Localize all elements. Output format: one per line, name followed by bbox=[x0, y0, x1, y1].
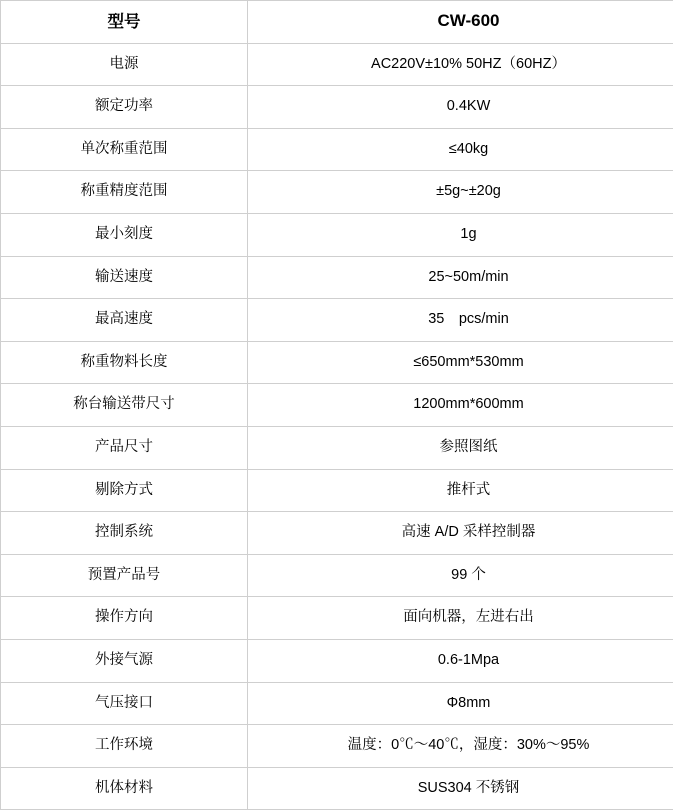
row-value: 0.4KW bbox=[248, 86, 673, 129]
row-value: 35 pcs/min bbox=[248, 299, 673, 342]
table-row bbox=[1, 341, 673, 384]
table-header-label: 型号 bbox=[1, 1, 248, 44]
table-row bbox=[1, 213, 673, 256]
table-row bbox=[1, 256, 673, 299]
row-label: 称台输送带尺寸 bbox=[1, 384, 248, 427]
row-value: Φ8mm bbox=[248, 682, 673, 725]
row-value: ±5g~±20g bbox=[248, 171, 673, 214]
row-value: 1g bbox=[248, 213, 673, 256]
table-row bbox=[1, 43, 673, 86]
row-label: 预置产品号 bbox=[1, 554, 248, 597]
table-row bbox=[1, 426, 673, 469]
row-value: 面向机器，左进右出 bbox=[248, 597, 673, 640]
table-row bbox=[1, 597, 673, 640]
row-value: 推杆式 bbox=[248, 469, 673, 512]
row-label: 工作环境 bbox=[1, 725, 248, 768]
row-value: 99 个 bbox=[248, 554, 673, 597]
table-header-row bbox=[1, 1, 673, 44]
row-label: 最高速度 bbox=[1, 299, 248, 342]
table-row bbox=[1, 512, 673, 555]
row-label: 单次称重范围 bbox=[1, 128, 248, 171]
table-row bbox=[1, 725, 673, 768]
table-row bbox=[1, 384, 673, 427]
row-value: AC220V±10% 50HZ（60HZ） bbox=[248, 43, 673, 86]
table-row bbox=[1, 682, 673, 725]
row-value: ≤40kg bbox=[248, 128, 673, 171]
row-label: 额定功率 bbox=[1, 86, 248, 129]
row-value: 高速 A/D 采样控制器 bbox=[248, 512, 673, 555]
table-row bbox=[1, 299, 673, 342]
row-label: 产品尺寸 bbox=[1, 426, 248, 469]
row-label: 输送速度 bbox=[1, 256, 248, 299]
row-label: 气压接口 bbox=[1, 682, 248, 725]
row-value: 1200mm*600mm bbox=[248, 384, 673, 427]
specification-table-body bbox=[1, 1, 673, 810]
row-label: 操作方向 bbox=[1, 597, 248, 640]
table-row bbox=[1, 128, 673, 171]
table-row bbox=[1, 554, 673, 597]
row-value: 参照图纸 bbox=[248, 426, 673, 469]
row-value: 温度：0℃～40℃，湿度：30%～95% bbox=[248, 725, 673, 768]
table-row bbox=[1, 469, 673, 512]
row-value: 0.6-1Mpa bbox=[248, 639, 673, 682]
row-label: 剔除方式 bbox=[1, 469, 248, 512]
row-label: 最小刻度 bbox=[1, 213, 248, 256]
row-label: 机体材料 bbox=[1, 767, 248, 810]
row-label: 电源 bbox=[1, 43, 248, 86]
row-value: 25~50m/min bbox=[248, 256, 673, 299]
table-row bbox=[1, 86, 673, 129]
row-label: 称重物料长度 bbox=[1, 341, 248, 384]
table-row bbox=[1, 767, 673, 810]
row-label: 称重精度范围 bbox=[1, 171, 248, 214]
row-value: SUS304 不锈钢 bbox=[248, 767, 673, 810]
table-header-value: CW-600 bbox=[248, 1, 673, 44]
row-value: ≤650mm*530mm bbox=[248, 341, 673, 384]
row-label: 控制系统 bbox=[1, 512, 248, 555]
table-row bbox=[1, 639, 673, 682]
table-row bbox=[1, 171, 673, 214]
row-label: 外接气源 bbox=[1, 639, 248, 682]
